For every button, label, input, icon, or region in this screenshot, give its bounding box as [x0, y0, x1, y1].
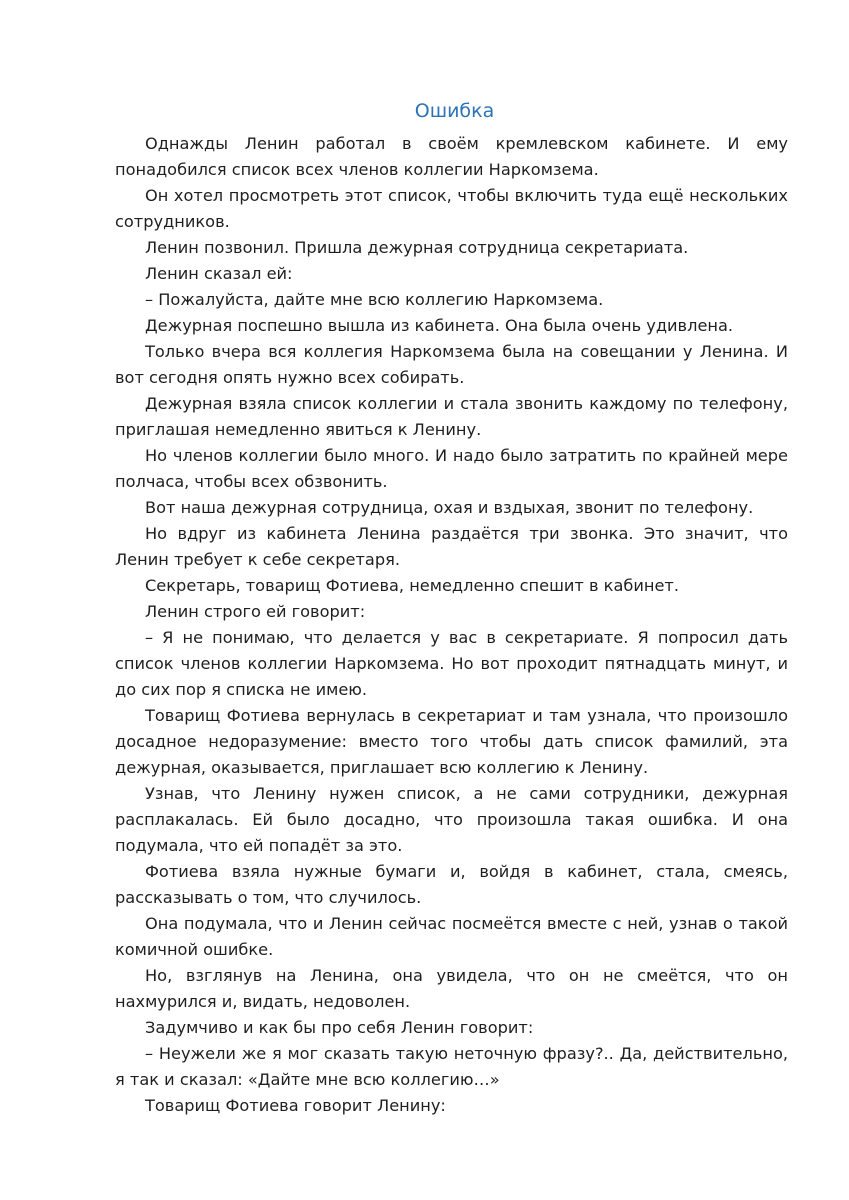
paragraph: Дежурная взяла список коллегии и стала звонить каждому по телефону, приглашая немедленно явиться к Ленину. [115, 394, 788, 439]
story-title: Ошибка [414, 100, 495, 122]
paragraph: Но членов коллегии было много. И надо было затратить по крайней мере полчаса, чтобы всех обзвонить. [115, 446, 788, 491]
story-body [115, 131, 788, 1119]
paragraph: Узнав, что Ленину нужен список, а не сами сотрудники, дежурная расплакалась. Ей было досадно, что произошла такая ошибка. И она подумала, что ей попадёт за это. [115, 784, 788, 855]
paragraph: Секретарь, товарищ Фотиева, немедленно спешит в кабинет. [145, 576, 679, 595]
paragraph: Однажды Ленин работал в своём кремлевском кабинете. И ему понадобился список всех членов коллегии Наркомзема. [115, 134, 788, 179]
paragraph: Ленин позвонил. Пришла дежурная сотрудница секретариата. [145, 238, 689, 257]
paragraph: Но, взглянув на Ленина, она увидела, что он не смеётся, что он нахмурился и, видать, недоволен. [115, 966, 788, 1011]
paragraph: Она подумала, что и Ленин сейчас посмеётся вместе с ней, узнав о такой комичной ошибке. [115, 914, 788, 959]
paragraph: Вот наша дежурная сотрудница, охая и вздыхая, звонит по телефону. [145, 498, 754, 517]
paragraph: – Неужели же я мог сказать такую неточную фразу?.. Да, действительно, я так и сказал: «Дайте мне всю коллегию…» [115, 1044, 788, 1089]
paragraph: Только вчера вся коллегия Наркомзема была на совещании у Ленина. И вот сегодня опять нужно всех собирать. [115, 342, 788, 387]
paragraph: Дежурная поспешно вышла из кабинета. Она была очень удивлена. [145, 316, 734, 335]
paragraph: – Пожалуйста, дайте мне всю коллегию Наркомзема. [145, 290, 604, 309]
paragraph: – Я не понимаю, что делается у вас в секретариате. Я попросил дать список членов коллегии Наркомзема. Но вот проходит пятнадцать минут, и до сих пор я списка не имею. [115, 628, 788, 699]
paragraph: Он хотел просмотреть этот список, чтобы включить туда ещё нескольких сотрудников. [115, 186, 788, 231]
paragraph: Ленин сказал ей: [145, 264, 293, 283]
paragraph: Фотиева взяла нужные бумаги и, войдя в кабинет, стала, смеясь, рассказывать о том, что случилось. [115, 862, 788, 907]
paragraph: Товарищ Фотиева говорит Ленину: [145, 1096, 446, 1115]
paragraph: Но вдруг из кабинета Ленина раздаётся три звонка. Это значит, что Ленин требует к себе секретаря. [115, 524, 788, 569]
paragraph: Товарищ Фотиева вернулась в секретариат и там узнала, что произошло досадное недоразумение: вместо того чтобы дать список фамилий, эта дежурная, оказывается, приглашает всю коллегию к Ленину. [115, 706, 788, 777]
paragraph: Ленин строго ей говорит: [145, 602, 366, 621]
paragraph: Задумчиво и как бы про себя Ленин говорит: [145, 1018, 534, 1037]
